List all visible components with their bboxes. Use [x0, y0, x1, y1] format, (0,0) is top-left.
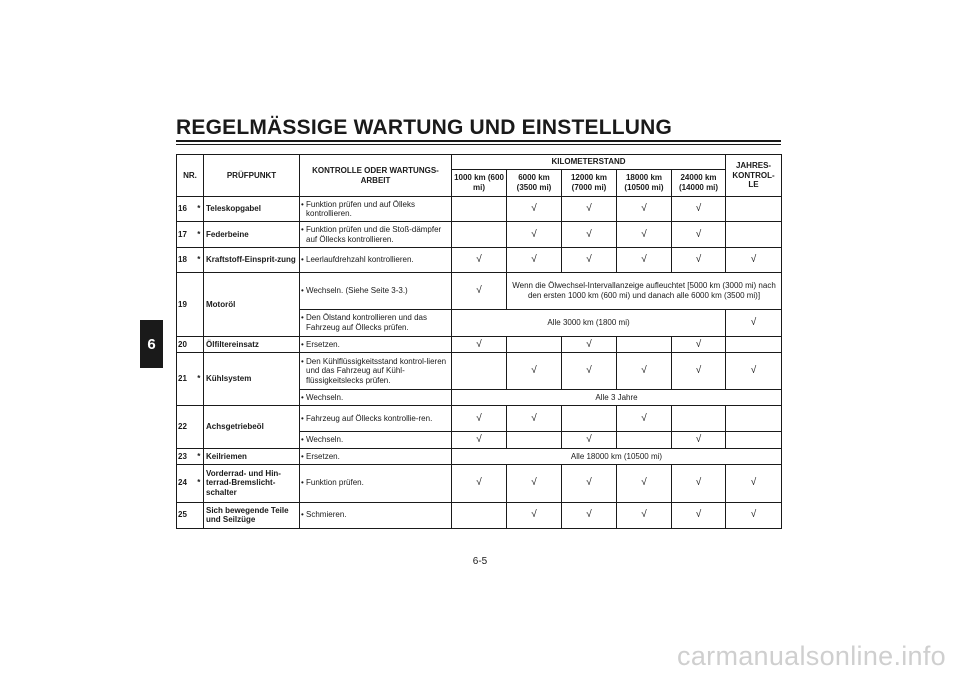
- row-item: Keilriemen: [204, 448, 300, 464]
- check-mark: √: [672, 502, 726, 528]
- table-row: [177, 222, 782, 247]
- row-action: • Wechseln.: [300, 389, 452, 405]
- table-row: [177, 406, 782, 432]
- title-rule-thin: [176, 144, 781, 145]
- row-number: 22: [177, 406, 195, 449]
- check-mark: √: [507, 502, 562, 528]
- check-mark: √: [507, 247, 562, 272]
- row-number: 25: [177, 502, 195, 528]
- table-row: [177, 247, 782, 272]
- row-item: Federbeine: [204, 222, 300, 247]
- col-header-item: PRÜFPUNKT: [204, 155, 300, 197]
- check-mark: √: [562, 464, 617, 502]
- row-action: • Funktion prüfen und auf Ölleks kontrollieren.: [300, 197, 452, 222]
- title-rule: [176, 140, 781, 142]
- row-item: Sich bewegende Teile und Seilzüge: [204, 502, 300, 528]
- row-star: *: [195, 247, 204, 272]
- row-number: 17: [177, 222, 195, 247]
- row-action: • Wechseln.: [300, 432, 452, 448]
- check-mark: [452, 197, 507, 222]
- col-header-action: KONTROLLE ODER WARTUNGS-ARBEIT: [300, 155, 452, 197]
- check-mark: √: [672, 337, 726, 353]
- table-row: [177, 197, 782, 222]
- page-title: REGELMÄSSIGE WARTUNG UND EINSTELLUNG: [176, 116, 673, 139]
- check-mark: √: [452, 464, 507, 502]
- check-mark: [507, 432, 562, 448]
- interval-note: Alle 3 Jahre: [452, 389, 782, 405]
- table-row: [177, 273, 782, 310]
- col-header-18000km: 18000 km (10500 mi): [617, 170, 672, 197]
- table-row: [177, 337, 782, 353]
- row-number: 16: [177, 197, 195, 222]
- check-mark: √: [562, 247, 617, 272]
- check-mark: √: [452, 247, 507, 272]
- check-mark: √: [507, 197, 562, 222]
- check-mark: √: [617, 197, 672, 222]
- check-mark: √: [726, 464, 782, 502]
- row-star: [195, 502, 204, 528]
- maintenance-table: [176, 154, 782, 529]
- check-mark: √: [672, 247, 726, 272]
- check-mark: √: [617, 502, 672, 528]
- row-star: [195, 337, 204, 353]
- check-mark: [507, 337, 562, 353]
- col-header-24000km: 24000 km (14000 mi): [672, 170, 726, 197]
- row-action: • Ersetzen.: [300, 337, 452, 353]
- check-mark: [452, 353, 507, 390]
- row-action: • Funktion prüfen.: [300, 464, 452, 502]
- check-mark: √: [452, 406, 507, 432]
- col-header-1000km: 1000 km (600 mi): [452, 170, 507, 197]
- check-mark: √: [507, 406, 562, 432]
- check-mark: √: [726, 247, 782, 272]
- row-item: Vorderrad- und Hin-terrad-Bremslicht-schalter: [204, 464, 300, 502]
- row-item: Ölfiltereinsatz: [204, 337, 300, 353]
- check-mark: √: [672, 222, 726, 247]
- row-item: Achsgetriebeöl: [204, 406, 300, 449]
- check-mark: √: [452, 273, 507, 310]
- col-header-12000km: 12000 km (7000 mi): [562, 170, 617, 197]
- check-mark: [452, 222, 507, 247]
- check-mark: [726, 337, 782, 353]
- check-mark: √: [672, 353, 726, 390]
- row-number: 24: [177, 464, 195, 502]
- row-item: Motoröl: [204, 273, 300, 337]
- row-number: 23: [177, 448, 195, 464]
- check-mark: √: [617, 406, 672, 432]
- check-mark: √: [726, 502, 782, 528]
- row-action: • Fahrzeug auf Öllecks kontrollie-ren.: [300, 406, 452, 432]
- row-number: 18: [177, 247, 195, 272]
- row-number: 20: [177, 337, 195, 353]
- check-mark: [452, 502, 507, 528]
- check-mark: √: [562, 197, 617, 222]
- col-header-nr: NR.: [177, 155, 204, 197]
- check-mark: [562, 406, 617, 432]
- check-mark: [617, 432, 672, 448]
- row-star: *: [195, 448, 204, 464]
- col-header-odometer: KILOMETERSTAND: [452, 155, 726, 170]
- row-item: Kraftstoff-Einsprit-zung: [204, 247, 300, 272]
- check-mark: √: [507, 464, 562, 502]
- check-mark: √: [617, 464, 672, 502]
- check-mark: [726, 432, 782, 448]
- check-mark: √: [726, 309, 782, 336]
- row-action: • Funktion prüfen und die Stoß-dämpfer auf Öllecks kontrollieren.: [300, 222, 452, 247]
- table-row: [177, 448, 782, 464]
- row-action: • Ersetzen.: [300, 448, 452, 464]
- row-item: Kühlsystem: [204, 353, 300, 406]
- check-mark: √: [672, 432, 726, 448]
- row-item: Teleskopgabel: [204, 197, 300, 222]
- row-action: • Schmieren.: [300, 502, 452, 528]
- row-action: • Den Ölstand kontrollieren und das Fahrzeug auf Öllecks prüfen.: [300, 309, 452, 336]
- check-mark: √: [562, 353, 617, 390]
- page-number: 6-5: [472, 556, 488, 567]
- check-mark: √: [562, 502, 617, 528]
- check-mark: √: [562, 337, 617, 353]
- col-header-annual: JAHRES-KONTROL-LE: [726, 155, 782, 197]
- row-action: • Wechseln. (Siehe Seite 3-3.): [300, 273, 452, 310]
- check-mark: √: [507, 222, 562, 247]
- col-header-6000km: 6000 km (3500 mi): [507, 170, 562, 197]
- check-mark: √: [452, 432, 507, 448]
- check-mark: [726, 197, 782, 222]
- row-star: [195, 273, 204, 337]
- check-mark: √: [672, 464, 726, 502]
- table-row: [177, 353, 782, 390]
- check-mark: [672, 406, 726, 432]
- check-mark: √: [452, 337, 507, 353]
- check-mark: [726, 406, 782, 432]
- check-mark: [617, 337, 672, 353]
- interval-note: Alle 3000 km (1800 mi): [452, 309, 726, 336]
- chapter-tab: 6: [140, 320, 163, 368]
- footer-watermark[interactable]: carmanualsonline.info: [677, 641, 946, 671]
- row-star: *: [195, 197, 204, 222]
- row-number: 19: [177, 273, 195, 337]
- check-mark: √: [726, 353, 782, 390]
- interval-note: Wenn die Ölwechsel-Intervallanzeige aufleuchtet [5000 km (3000 mi) nach den ersten 1000 km (600 mi) und danach alle 6000 km (3500 mi)]: [507, 273, 782, 310]
- check-mark: √: [562, 432, 617, 448]
- check-mark: √: [617, 353, 672, 390]
- row-number: 21: [177, 353, 195, 406]
- table-row: [177, 464, 782, 502]
- check-mark: √: [507, 353, 562, 390]
- check-mark: √: [672, 197, 726, 222]
- check-mark: √: [562, 222, 617, 247]
- row-action: • Leerlaufdrehzahl kontrollieren.: [300, 247, 452, 272]
- table-row: [177, 502, 782, 528]
- row-star: *: [195, 464, 204, 502]
- check-mark: √: [617, 222, 672, 247]
- interval-note: Alle 18000 km (10500 mi): [452, 448, 782, 464]
- row-action: • Den Kühlflüssigkeitsstand kontrol-lieren und das Fahrzeug auf Kühl-flüssigkeitslecks prüfen.: [300, 353, 452, 390]
- row-star: *: [195, 222, 204, 247]
- check-mark: [726, 222, 782, 247]
- check-mark: √: [617, 247, 672, 272]
- row-star: [195, 406, 204, 449]
- row-star: *: [195, 353, 204, 406]
